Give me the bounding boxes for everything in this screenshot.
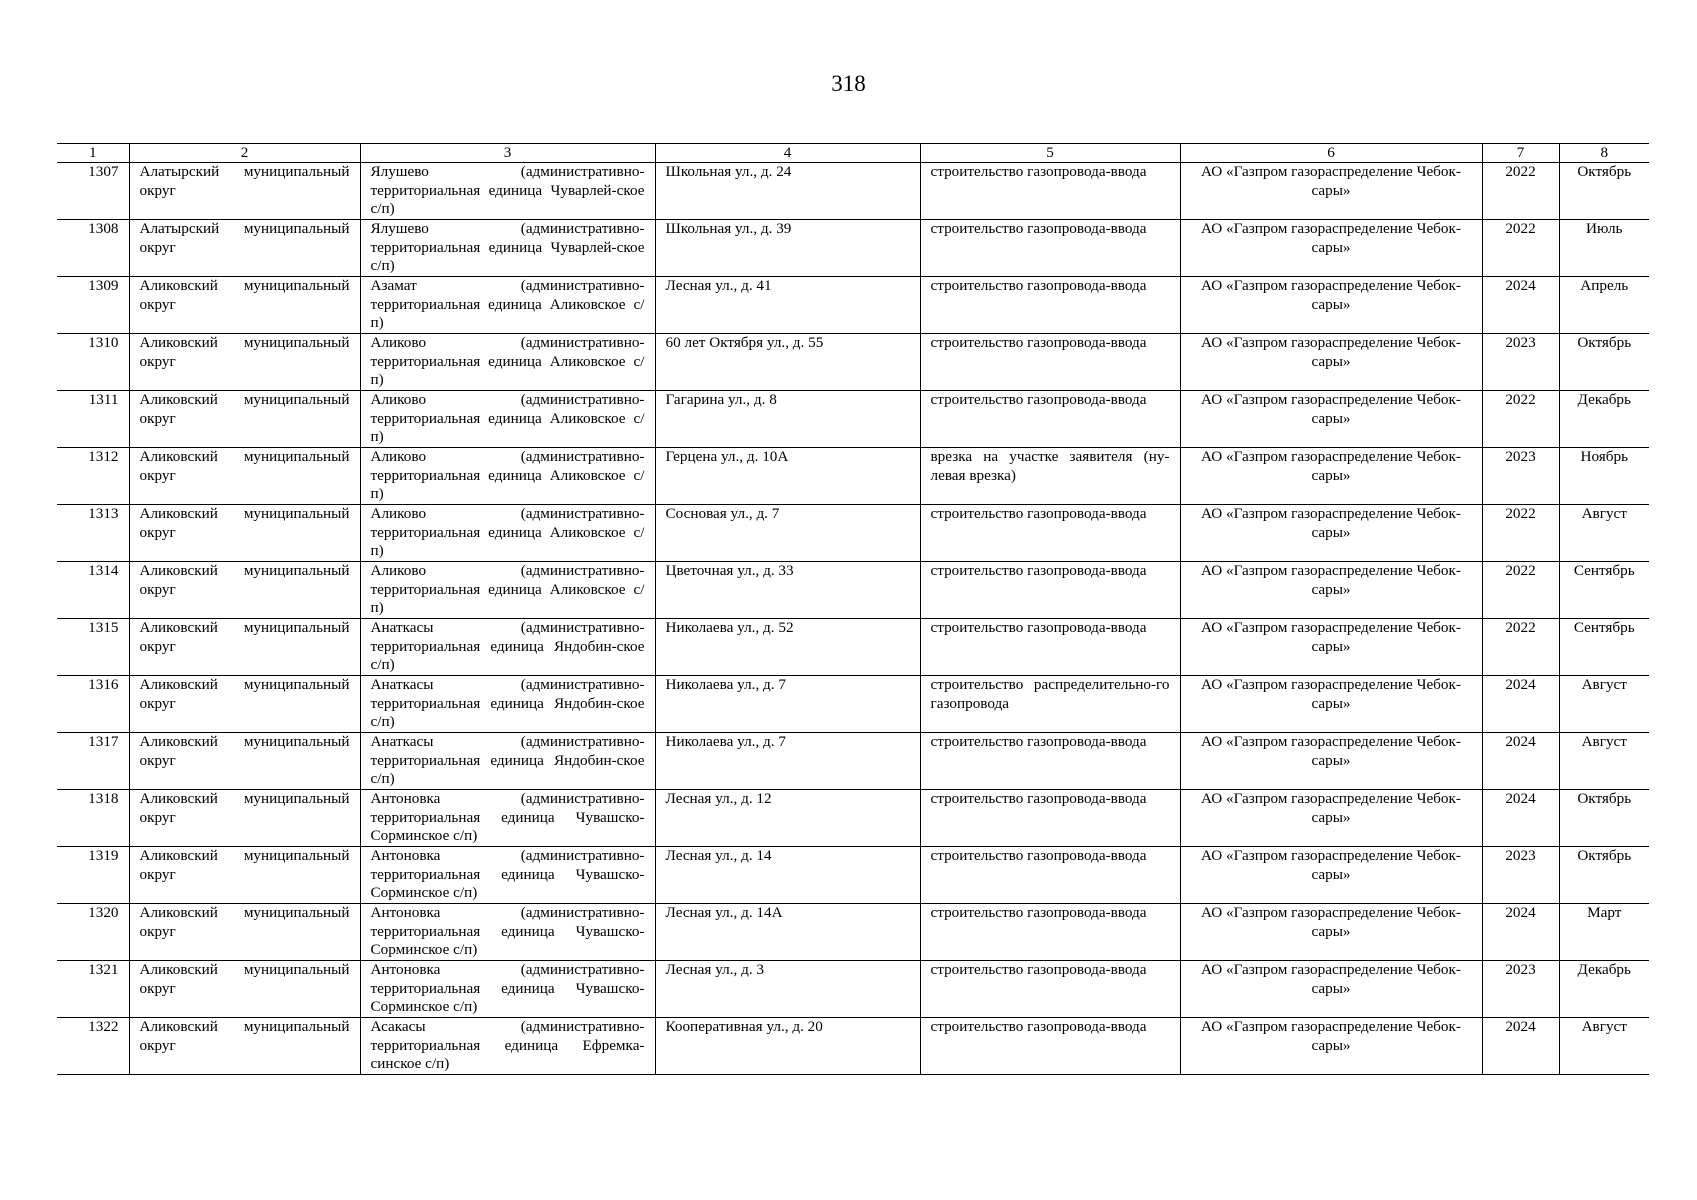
address-cell: Лесная ул., д. 14А [655, 904, 920, 961]
year-cell: 2022 [1482, 163, 1559, 220]
month-cell: Октябрь [1559, 790, 1649, 847]
month-cell: Октябрь [1559, 847, 1649, 904]
month-cell: Декабрь [1559, 961, 1649, 1018]
work-type-cell: строительство газопровода-ввода [920, 505, 1180, 562]
address-cell: Лесная ул., д. 3 [655, 961, 920, 1018]
locality-cell: Ялушево (административно-территориальная единица Чуварлей-ское с/п) [360, 220, 655, 277]
locality-cell: Анаткасы (административно-территориальная единица Яндобин-ское с/п) [360, 676, 655, 733]
organization-cell: АО «Газпром газораспределение Чебок-сары» [1180, 733, 1482, 790]
year-cell: 2024 [1482, 733, 1559, 790]
month-cell: Июль [1559, 220, 1649, 277]
organization-cell: АО «Газпром газораспределение Чебок-сары» [1180, 1018, 1482, 1075]
table-row [57, 448, 1649, 505]
column-header: 2 [129, 144, 360, 163]
table-row [57, 1018, 1649, 1075]
month-cell: Ноябрь [1559, 448, 1649, 505]
year-cell: 2024 [1482, 904, 1559, 961]
work-type-cell: строительство газопровода-ввода [920, 391, 1180, 448]
work-type-cell: строительство газопровода-ввода [920, 790, 1180, 847]
row-number: 1311 [57, 391, 129, 448]
table-row [57, 163, 1649, 220]
address-cell: Лесная ул., д. 12 [655, 790, 920, 847]
locality-cell: Антоновка (административно-территориальная единица Чувашско-Сорминское с/п) [360, 961, 655, 1018]
organization-cell: АО «Газпром газораспределение Чебок-сары» [1180, 505, 1482, 562]
month-cell: Декабрь [1559, 391, 1649, 448]
column-header: 6 [1180, 144, 1482, 163]
address-cell: Сосновая ул., д. 7 [655, 505, 920, 562]
gas-connection-table [57, 143, 1649, 1075]
year-cell: 2022 [1482, 505, 1559, 562]
row-number: 1310 [57, 334, 129, 391]
year-cell: 2023 [1482, 448, 1559, 505]
locality-cell: Анаткасы (административно-территориальная единица Яндобин-ское с/п) [360, 733, 655, 790]
column-header: 5 [920, 144, 1180, 163]
table-row [57, 676, 1649, 733]
address-cell: Николаева ул., д. 7 [655, 733, 920, 790]
organization-cell: АО «Газпром газораспределение Чебок-сары» [1180, 163, 1482, 220]
district-cell: Аликовский муниципальный округ [129, 334, 360, 391]
address-cell: Герцена ул., д. 10А [655, 448, 920, 505]
month-cell: Апрель [1559, 277, 1649, 334]
month-cell: Август [1559, 733, 1649, 790]
year-cell: 2024 [1482, 277, 1559, 334]
month-cell: Август [1559, 676, 1649, 733]
district-cell: Алатырский муниципальный округ [129, 220, 360, 277]
table-row [57, 505, 1649, 562]
work-type-cell: строительство газопровода-ввода [920, 163, 1180, 220]
column-header: 7 [1482, 144, 1559, 163]
address-cell: Школьная ул., д. 24 [655, 163, 920, 220]
work-type-cell: строительство газопровода-ввода [920, 1018, 1180, 1075]
locality-cell: Аликово (административно-территориальная единица Аликовское с/п) [360, 562, 655, 619]
year-cell: 2023 [1482, 847, 1559, 904]
address-cell: Николаева ул., д. 52 [655, 619, 920, 676]
work-type-cell: строительство газопровода-ввода [920, 562, 1180, 619]
work-type-cell: строительство газопровода-ввода [920, 847, 1180, 904]
row-number: 1307 [57, 163, 129, 220]
row-number: 1318 [57, 790, 129, 847]
organization-cell: АО «Газпром газораспределение Чебок-сары» [1180, 220, 1482, 277]
organization-cell: АО «Газпром газораспределение Чебок-сары» [1180, 562, 1482, 619]
column-header: 1 [57, 144, 129, 163]
address-cell: Лесная ул., д. 41 [655, 277, 920, 334]
work-type-cell: врезка на участке заявителя (ну-левая врезка) [920, 448, 1180, 505]
organization-cell: АО «Газпром газораспределение Чебок-сары» [1180, 277, 1482, 334]
district-cell: Аликовский муниципальный округ [129, 904, 360, 961]
address-cell: Лесная ул., д. 14 [655, 847, 920, 904]
organization-cell: АО «Газпром газораспределение Чебок-сары» [1180, 904, 1482, 961]
locality-cell: Азамат (административно-территориальная единица Аликовское с/п) [360, 277, 655, 334]
district-cell: Аликовский муниципальный округ [129, 676, 360, 733]
organization-cell: АО «Газпром газораспределение Чебок-сары» [1180, 391, 1482, 448]
district-cell: Аликовский муниципальный округ [129, 733, 360, 790]
year-cell: 2022 [1482, 391, 1559, 448]
district-cell: Алатырский муниципальный округ [129, 163, 360, 220]
locality-cell: Асакасы (административно-территориальная единица Ефремка-синское с/п) [360, 1018, 655, 1075]
row-number: 1314 [57, 562, 129, 619]
work-type-cell: строительство газопровода-ввода [920, 619, 1180, 676]
table-row [57, 733, 1649, 790]
year-cell: 2023 [1482, 334, 1559, 391]
row-number: 1319 [57, 847, 129, 904]
work-type-cell: строительство газопровода-ввода [920, 277, 1180, 334]
locality-cell: Антоновка (административно-территориальная единица Чувашско-Сорминское с/п) [360, 847, 655, 904]
organization-cell: АО «Газпром газораспределение Чебок-сары» [1180, 448, 1482, 505]
organization-cell: АО «Газпром газораспределение Чебок-сары» [1180, 847, 1482, 904]
month-cell: Сентябрь [1559, 619, 1649, 676]
table-row [57, 619, 1649, 676]
year-cell: 2022 [1482, 562, 1559, 619]
month-cell: Март [1559, 904, 1649, 961]
address-cell: 60 лет Октября ул., д. 55 [655, 334, 920, 391]
row-number: 1313 [57, 505, 129, 562]
locality-cell: Аликово (административно-территориальная единица Аликовское с/п) [360, 334, 655, 391]
address-cell: Школьная ул., д. 39 [655, 220, 920, 277]
work-type-cell: строительство газопровода-ввода [920, 220, 1180, 277]
work-type-cell: строительство газопровода-ввода [920, 334, 1180, 391]
column-header: 4 [655, 144, 920, 163]
locality-cell: Аликово (административно-территориальная единица Аликовское с/п) [360, 448, 655, 505]
table-row [57, 391, 1649, 448]
district-cell: Аликовский муниципальный округ [129, 961, 360, 1018]
district-cell: Аликовский муниципальный округ [129, 1018, 360, 1075]
district-cell: Аликовский муниципальный округ [129, 562, 360, 619]
organization-cell: АО «Газпром газораспределение Чебок-сары» [1180, 676, 1482, 733]
work-type-cell: строительство газопровода-ввода [920, 733, 1180, 790]
year-cell: 2022 [1482, 619, 1559, 676]
row-number: 1309 [57, 277, 129, 334]
table-header-row [57, 144, 1649, 163]
table-row [57, 562, 1649, 619]
row-number: 1317 [57, 733, 129, 790]
district-cell: Аликовский муниципальный округ [129, 277, 360, 334]
organization-cell: АО «Газпром газораспределение Чебок-сары» [1180, 334, 1482, 391]
year-cell: 2024 [1482, 676, 1559, 733]
work-type-cell: строительство газопровода-ввода [920, 904, 1180, 961]
month-cell: Август [1559, 505, 1649, 562]
table-row [57, 790, 1649, 847]
row-number: 1320 [57, 904, 129, 961]
organization-cell: АО «Газпром газораспределение Чебок-сары» [1180, 619, 1482, 676]
locality-cell: Анаткасы (административно-территориальная единица Яндобин-ское с/п) [360, 619, 655, 676]
row-number: 1315 [57, 619, 129, 676]
organization-cell: АО «Газпром газораспределение Чебок-сары» [1180, 961, 1482, 1018]
table-row [57, 961, 1649, 1018]
column-header: 3 [360, 144, 655, 163]
table-row [57, 904, 1649, 961]
year-cell: 2022 [1482, 220, 1559, 277]
row-number: 1321 [57, 961, 129, 1018]
column-header: 8 [1559, 144, 1649, 163]
table-row [57, 334, 1649, 391]
table-row [57, 277, 1649, 334]
table-body [57, 163, 1649, 1075]
year-cell: 2024 [1482, 790, 1559, 847]
locality-cell: Антоновка (административно-территориальная единица Чувашско-Сорминское с/п) [360, 904, 655, 961]
address-cell: Цветочная ул., д. 33 [655, 562, 920, 619]
district-cell: Аликовский муниципальный округ [129, 847, 360, 904]
district-cell: Аликовский муниципальный округ [129, 391, 360, 448]
table-row [57, 847, 1649, 904]
district-cell: Аликовский муниципальный округ [129, 619, 360, 676]
year-cell: 2024 [1482, 1018, 1559, 1075]
address-cell: Гагарина ул., д. 8 [655, 391, 920, 448]
month-cell: Август [1559, 1018, 1649, 1075]
work-type-cell: строительство газопровода-ввода [920, 961, 1180, 1018]
row-number: 1312 [57, 448, 129, 505]
table-row [57, 220, 1649, 277]
page-number: 318 [831, 71, 866, 96]
locality-cell: Аликово (административно-территориальная единица Аликовское с/п) [360, 505, 655, 562]
locality-cell: Аликово (административно-территориальная единица Аликовское с/п) [360, 391, 655, 448]
locality-cell: Ялушево (административно-территориальная единица Чуварлей-ское с/п) [360, 163, 655, 220]
row-number: 1308 [57, 220, 129, 277]
work-type-cell: строительство распределительно-го газопровода [920, 676, 1180, 733]
address-cell: Николаева ул., д. 7 [655, 676, 920, 733]
locality-cell: Антоновка (административно-территориальная единица Чувашско-Сорминское с/п) [360, 790, 655, 847]
month-cell: Октябрь [1559, 163, 1649, 220]
year-cell: 2023 [1482, 961, 1559, 1018]
address-cell: Кооперативная ул., д. 20 [655, 1018, 920, 1075]
month-cell: Октябрь [1559, 334, 1649, 391]
district-cell: Аликовский муниципальный округ [129, 790, 360, 847]
district-cell: Аликовский муниципальный округ [129, 448, 360, 505]
district-cell: Аликовский муниципальный округ [129, 505, 360, 562]
row-number: 1316 [57, 676, 129, 733]
month-cell: Сентябрь [1559, 562, 1649, 619]
row-number: 1322 [57, 1018, 129, 1075]
organization-cell: АО «Газпром газораспределение Чебок-сары» [1180, 790, 1482, 847]
